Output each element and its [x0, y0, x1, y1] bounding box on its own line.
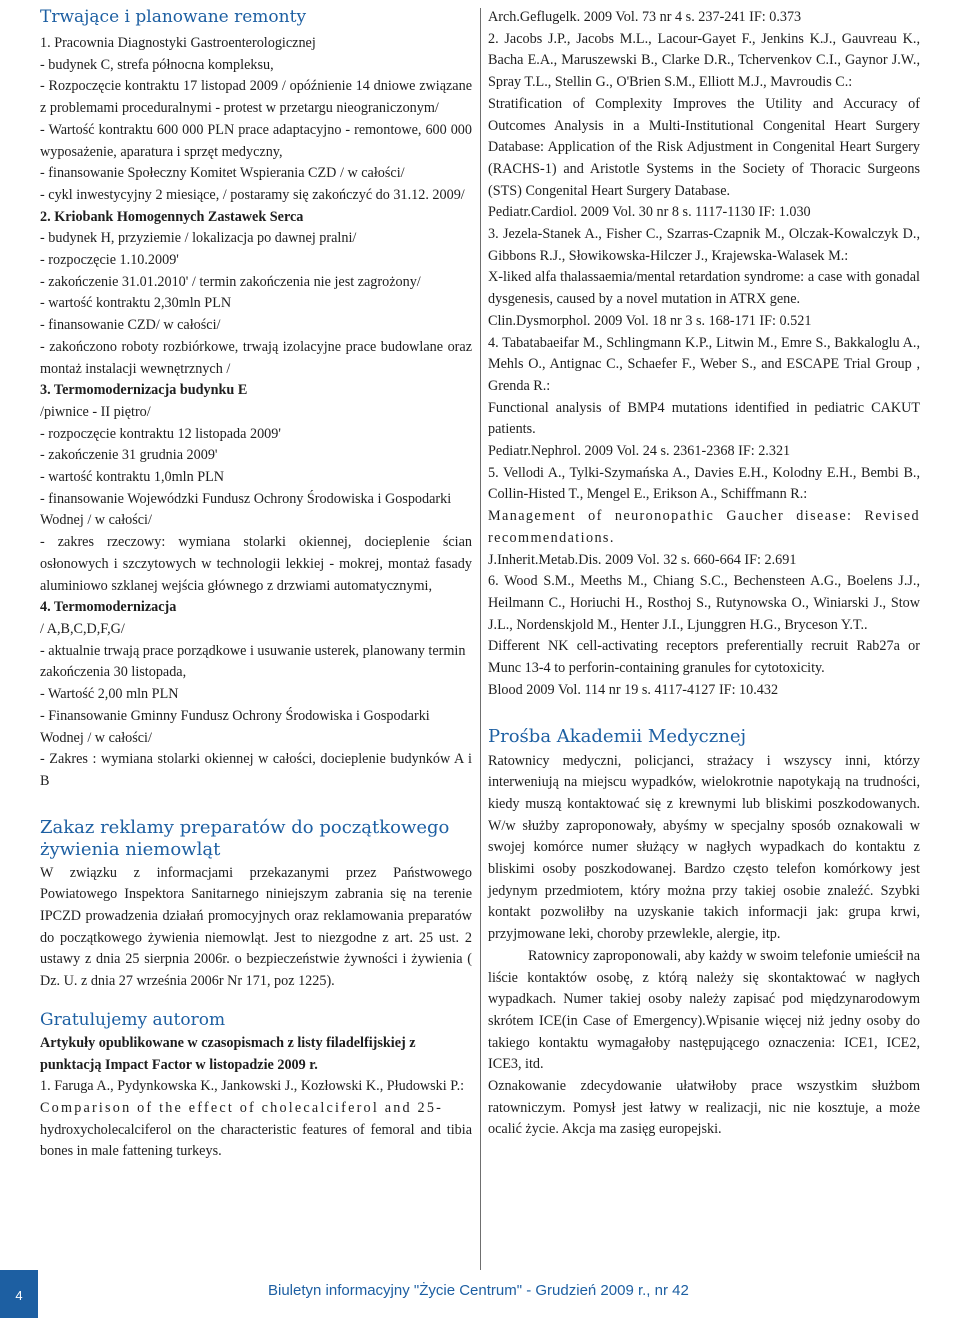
remonty-line-17: - wartość kontraktu 1,0mln PLN	[40, 469, 225, 486]
pub1-title-line2: hydroxycholecalciferol on the characteristic features of femoral and tibia bones in male fattening turkeys.	[40, 1121, 472, 1160]
publication-line-13: 6. Wood S.M., Meeths M., Chiang S.C., Bechensteen A.G., Boelens J.J., Heilmann C., Horiuchi H., Rosthoj S., Rutynowska O., Winiarski J., Stow J.L., Nordenskjold M., Henter J.I., Ljunggren H.G., Bryceson Y.T..	[488, 573, 920, 633]
remonty-line-19: - zakres rzeczowy: wymiana stolarki okiennej, docieplenie ścian osłonowych i szczytowych w technologii lekkiej - mokrej, montaż fasady aluminiowo szklanej wejścia głównego z drzwiami automatycznymi,	[40, 534, 472, 594]
publication-line-15: Blood 2009 Vol. 114 nr 19 s. 4117-4127 IF: 10.432	[488, 681, 779, 698]
footer-title: Biuletyn informacyjny "Życie Centrum" - Grudzień 2009 r., nr 42	[268, 1282, 689, 1299]
publication-line-8: Functional analysis of BMP4 mutations identified in pediatric CAKUT patients.	[488, 399, 920, 438]
remonty-line-25: - Zakres : wymiana stolarki okiennej w całości, docieplenie budynków A i B	[40, 751, 472, 789]
publication-line-3: Pediatr.Cardiol. 2009 Vol. 30 nr 8 s. 1117-1130 IF: 1.030	[488, 204, 811, 221]
publication-line-12: J.Inherit.Metab.Dis. 2009 Vol. 32 s. 660-664 IF: 2.691	[488, 551, 797, 568]
zakaz-text: W związku z informacjami przekazanymi przez Państwowego Powiatowego Inspektora Sanitarnego niniejszym zabrania się na terenie IPCZD prowadzenia działań promocyjnych oraz reklamowania preparatów do początkowego żywienia niemowląt. Jest to niezgodne z art. 25 ust. 2 ustawy z dnia 25 sierpnia 2006r. o bezpieczeństwie żywności i żywienia ( Dz. U. z dnia 27 września 2006r Nr 171, poz 1225).	[40, 864, 472, 990]
remonty-heading: Trwające i planowane remonty	[40, 7, 307, 27]
remonty-line-18: - finansowanie Wojewódzki Fundusz Ochrony Środowiska i Gospodarki Wodnej / w całości/	[40, 490, 452, 529]
remonty-line-3: - Wartość kontraktu 600 000 PLN prace adaptacyjno - remontowe, 600 000 wyposażenie, aparatura i sprzęt medyczny,	[40, 121, 472, 160]
remonty-line-5: - cykl inwestycyjny 2 miesiące, / postaramy się zakończyć do 31.12. 2009/	[40, 186, 465, 203]
publication-line-5: X-liked alfa thalassaemia/mental retardation syndrome: a case with gonadal dysgenesis, caused by a novel mutation in ATRX gene.	[488, 269, 920, 308]
pub1-title-line1: Comparison of the effect of cholecalciferol and 25-	[40, 1099, 444, 1116]
publication-line-7: 4. Tabatabaeifar M., Schlingmann K.P., Litwin M., Emre S., Bakkaloglu A., Mehls O., Antignac C., Schaefer F., Weber S., and ESCAPE Trial Group , Grenda R.:	[488, 334, 920, 394]
remonty-line-8: - rozpoczęcie 1.10.2009'	[40, 252, 179, 269]
publication-line-9: Pediatr.Nephrol. 2009 Vol. 24 s. 2361-2368 IF: 2.321	[488, 443, 791, 460]
pub1-authors: 1. Faruga A., Pydynkowska K., Jankowski J., Kozłowski K., Płudowski P.:	[40, 1078, 465, 1095]
remonty-line-9: - zakończenie 31.01.2010' / termin zakończenia nie jest zagrożony/	[40, 273, 421, 290]
remonty-line-10: - wartość kontraktu 2,30mln PLN	[40, 295, 232, 312]
publication-line-6: Clin.Dysmorphol. 2009 Vol. 18 nr 3 s. 168-171 IF: 0.521	[488, 312, 812, 329]
page-number: 4	[15, 1288, 23, 1303]
gratulujemy-heading: Gratulujemy autorom	[40, 1009, 226, 1030]
remonty-list	[40, 33, 472, 793]
publication-line-14: Different NK cell-activating receptors preferentially recruit Rab27a or Munc 13-4 to perforin-containing granules for cytotoxicity.	[488, 638, 920, 677]
remonty-line-22: - aktualnie trwają prace porządkowe i usuwanie usterek, planowany termin zakończenia 30 listopada,	[40, 642, 466, 681]
prosba-heading: Prośba Akademii Medycznej	[488, 725, 747, 747]
remonty-line-13: 3. Termomodernizacja budynku E	[40, 382, 248, 399]
remonty-line-15: - rozpoczęcie kontraktu 12 listopada 2009'	[40, 425, 281, 442]
remonty-line-2: - Rozpoczęcie kontraktu 17 listopad 2009 / opóźnienie 14 dniowe związane z problemami proceduralnymi - protest w przetargu nieograniczonym/	[40, 78, 472, 117]
remonty-line-7: - budynek H, przyziemie / lokalizacja po dawnej pralni/	[40, 230, 357, 247]
prosba-paragraph-3: Oznakowanie zdecydowanie ułatwiłoby prace wszystkim służbom ratowniczym. Pomysł jest łatwy w realizacji, nic nie kosztuje, a może ocalić życie. Akcja ma zasięg europejski.	[488, 1078, 920, 1138]
publication-line-2: Stratification of Complexity Improves the Utility and Accuracy of Outcomes Analysis in a Multi-Institutional Congenital Heart Surgery Database: Application of the Risk Adjustment in Congenital Heart Surgery (RACHS-1) and Aristotle Systems in the Society of Thoracic Surgeons (STS) Congenital Heart Surgery Database.	[488, 95, 920, 199]
publication-line-1: 2. Jacobs J.P., Jacobs M.L., Lacour-Gayet F., Jenkins K.J., Gauvreau K., Bacha E.A., Maruszewski B., Clarke D.R., Tchervenkov C.I., Gaynor J.W., Spray T.L., Stellin G., O'Brien S.M., Elliott M.J., Mavroudis C.:	[488, 30, 920, 91]
left-column	[40, 6, 472, 1163]
gratulujemy-subtitle: Artykuły opublikowane w czasopismach z listy filadelfijskiej z punktacją Impact Factor w listopadzie 2009 r.	[40, 1034, 416, 1073]
publication-line-0: Arch.Geflugelk. 2009 Vol. 73 nr 4 s. 237-241 IF: 0.373	[488, 9, 802, 25]
remonty-line-4: - finansowanie Społeczny Komitet Wspierania CZD / w całości/	[40, 165, 405, 182]
prosba-paragraph-2: Ratownicy zaproponowali, aby każdy w swoim telefonie umieścił na liście kontaktów osobę, z którą należy się skontaktować w nagłych wypadkach. Numer takiej osoby należy zapisać pod międzynarodowym skrótem ICE(in Case of Emergency).Wpisanie więcej niż jedny osoby do takiego kontaktu wymagałoby następującego oznaczenia: ICE1, ICE2, ICE3, itd.	[488, 947, 920, 1073]
remonty-line-0: 1. Pracownia Diagnostyki Gastroenterologicznej	[40, 35, 316, 51]
remonty-line-14: /piwnice - II piętro/	[40, 403, 151, 420]
column-divider	[480, 8, 481, 1270]
remonty-line-16: - zakończenie 31 grudnia 2009'	[40, 447, 218, 464]
remonty-line-24: - Finansowanie Gminny Fundusz Ochrony Środowiska i Gospodarki Wodnej / w całości/	[40, 707, 430, 746]
remonty-line-23: - Wartość 2,00 mln PLN	[40, 686, 179, 703]
prosba-paragraph-1: Ratownicy medyczni, policjanci, strażacy i wszyscy inni, którzy interweniują na miejscu wypadków, wielokrotnie napotykają na trudności, kiedy muszą kontaktować się z krewnymi lub bliskimi poszkodowanych. W/w służby zaproponowały, abyśmy w specjalny sposób oznakowali w swojej komórce numer służący w nagłych wypadkach do kontaktu z bliskimi osoby poszkodowanej. Bardzo często telefon komórkowy jest jedynym przedmiotem, który można przy takiej osobie znaleźć. Szybki kontakt pozwoliłby na uzyskanie takich informacji jak: grupa krwi, przyjmowane leki, choroby przewlekle, alergie, itp.	[488, 752, 920, 943]
publication-list	[488, 7, 920, 702]
publication-line-10: 5. Vellodi A., Tylki-Szymańska A., Davies E.H., Kolodny E.H., Bembi B., Collin-Histed T., Mengel E., Erikson A., Schiffmann R.:	[488, 464, 920, 503]
remonty-line-1: - budynek C, strefa północna kompleksu,	[40, 56, 274, 73]
remonty-line-6: 2. Kriobank Homogennych Zastawek Serca	[40, 208, 304, 225]
remonty-line-11: - finansowanie CZD/ w całości/	[40, 317, 221, 334]
publication-line-11: Management of neuronopathic Gaucher disease: Revised recommendations.	[488, 508, 920, 546]
publication-line-4: 3. Jezela-Stanek A., Fisher C., Szarras-Czapnik M., Olczak-Kowalczyk D., Gibbons R.J., Słowikowska-Hilczer J., Krajewska-Walasek M.:	[488, 226, 920, 264]
remonty-line-12: - zakończono roboty rozbiórkowe, trwają izolacyjne prace budowlane oraz montaż instalacji wewnętrznych /	[40, 338, 472, 377]
right-column	[488, 7, 920, 1141]
remonty-line-21: / A,B,C,D,F,G/	[40, 620, 125, 637]
remonty-line-20: 4. Termomodernizacja	[40, 599, 177, 616]
zakaz-heading: Zakaz reklamy preparatów do początkowego żywienia niemowląt	[40, 816, 450, 860]
